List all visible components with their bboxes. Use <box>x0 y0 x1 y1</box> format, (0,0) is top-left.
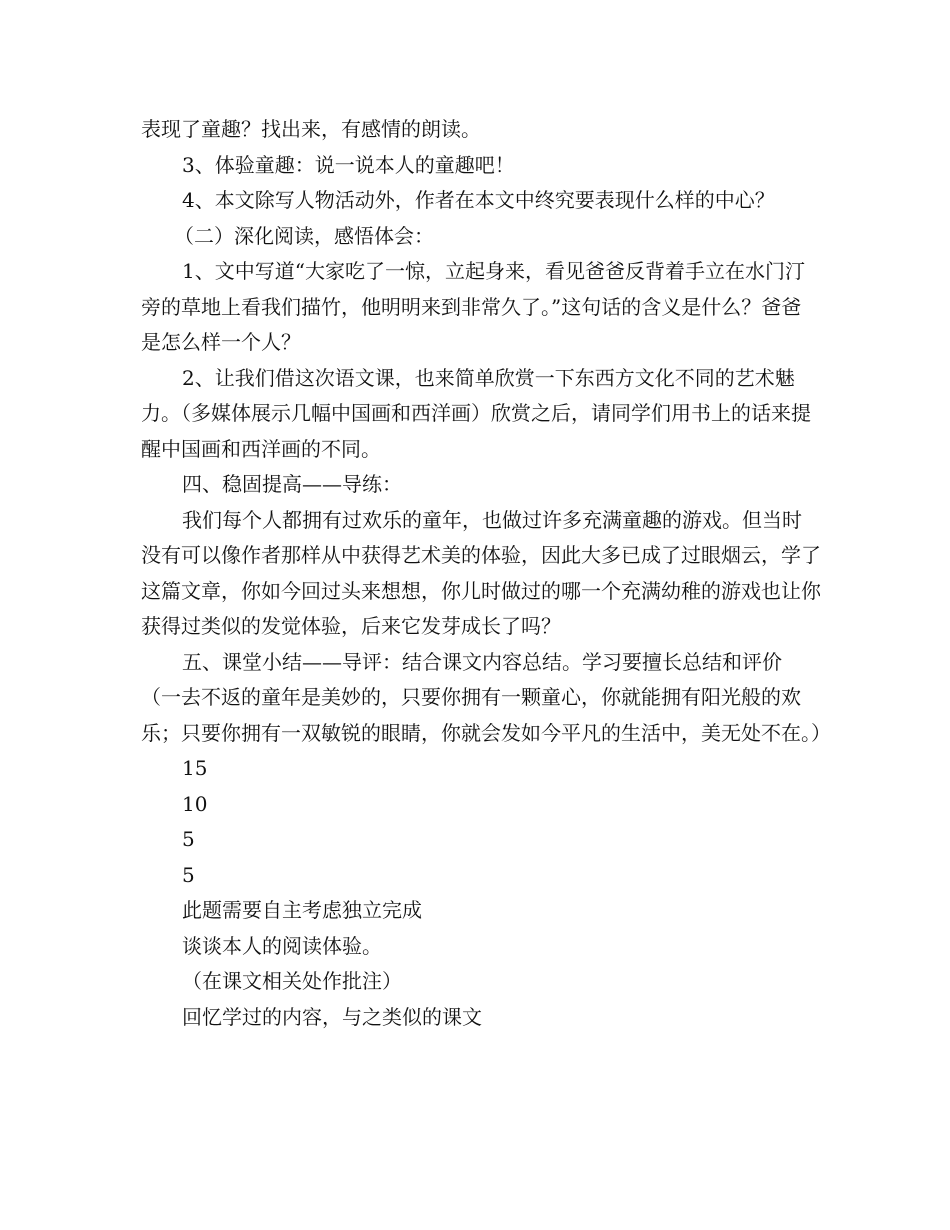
time-allocation-4: 5 <box>182 862 195 887</box>
paragraph-exercise: 我们每个人都拥有过欢乐的童年，也做过许多充满童趣的游戏。但当时没有可以像作者那样从中获得艺术美的体验，因此大多已成了过眼烟云，学了这篇文章，你如今回过头来想想，你儿时做过的哪一个充满幼稚的游戏也让你获得过类似的发觉体验，后来它发芽成长了吗？ <box>141 507 821 638</box>
paragraph-summary: 五、课堂小结——导评：结合课文内容总结。学习要擅长总结和评价（一去不返的童年是美妙的，只要你拥有一颗童心，你就能拥有阳光般的欢乐；只要你拥有一双敏锐的眼睛，你就会发如今平凡的生活中，美无处不在。） <box>141 649 831 745</box>
paragraph-step-3: 3、体验童趣：说一说本人的童趣吧！ <box>182 152 515 177</box>
paragraph-question-2: 2、让我们借这次语文课，也来简单欣赏一下东西方文化不同的艺术魅力。（多媒体展示几幅中国画和西洋画）欣赏之后，请同学们用书上的话来提醒中国画和西洋画的不同。 <box>141 365 811 461</box>
note-independent-work: 此题需要自主考虑独立完成 <box>182 898 422 922</box>
paragraph-step-4: 4、本文除写人物活动外，作者在本文中终究要表现什么样的中心？ <box>182 188 775 212</box>
time-allocation-3: 5 <box>182 827 195 851</box>
note-review-similar-text: 回忆学过的内容，与之类似的课文 <box>182 1004 482 1029</box>
section-heading-deep-reading: （二）深化阅读，感悟体会： <box>174 223 434 248</box>
paragraph-continuation: 表现了童趣？找出来，有感情的朗读。 <box>141 117 481 141</box>
note-annotation: （在课文相关处作批注） <box>182 969 402 993</box>
paragraph-question-1: 1、文中写道“大家吃了一惊，立起身来，看见爸爸反背着手立在水门汀旁的草地上看我们描竹，他明明来到非常久了。”这句话的含义是什么？爸爸是怎么样一个人？ <box>141 259 805 354</box>
time-allocation-2: 10 <box>182 791 208 816</box>
section-heading-consolidate: 四、稳固提高——导练： <box>182 472 402 496</box>
time-allocation-1: 15 <box>182 756 208 780</box>
note-reading-experience: 谈谈本人的阅读体验。 <box>182 933 382 958</box>
document-body <box>141 112 831 1035</box>
